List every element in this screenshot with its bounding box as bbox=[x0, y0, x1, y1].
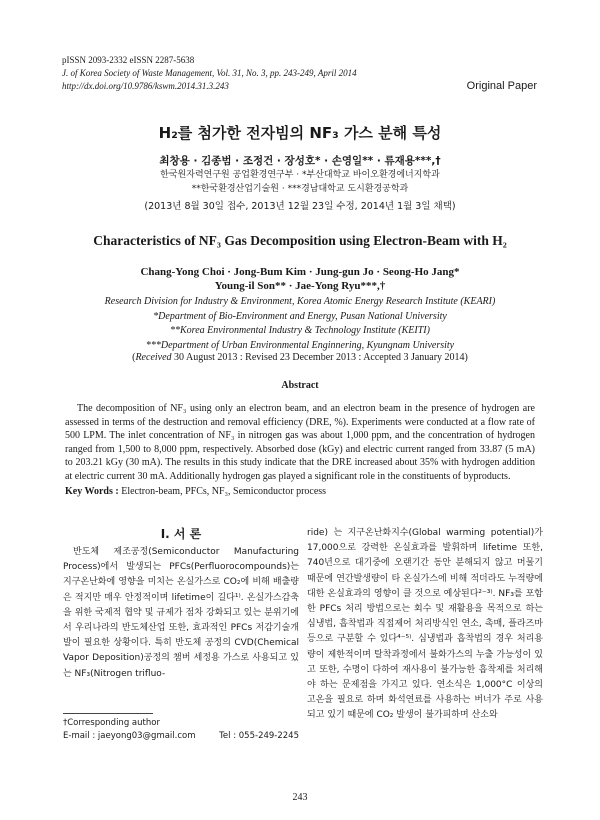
corresponding-author-footnote bbox=[63, 717, 299, 743]
english-affiliation-line: Research Division for Industry & Environment, Korea Atomic Energy Research Institute (KEARI) bbox=[104, 296, 496, 307]
korean-affiliation-line: 한국원자력연구원 공업환경연구부 · *부산대학교 바이오환경에너지학과 bbox=[160, 170, 440, 180]
journal-header bbox=[62, 54, 357, 93]
received-label: Received bbox=[135, 352, 172, 363]
footnote-contact-row bbox=[63, 730, 299, 743]
english-dates-text: 30 August 2013 : Revised 23 December 2013 : Accepted 3 January 2014) bbox=[171, 352, 468, 363]
keywords-list: Electron-beam, PFCs, NF₃, Semiconductor process bbox=[118, 486, 327, 497]
footnote-email[interactable]: E-mail : jaeyong03@gmail.com bbox=[63, 731, 196, 741]
footnote-divider bbox=[63, 713, 153, 714]
footnote-label: †Corresponding author bbox=[63, 718, 160, 728]
keywords bbox=[65, 486, 535, 497]
doi-link[interactable]: http://dx.doi.org/10.9786/kswm.2014.31.3.243 bbox=[62, 81, 229, 91]
english-affiliation-line: ***Department of Urban Environmental Enginnering, Kyungnam University bbox=[145, 339, 455, 351]
section-heading-introduction: I. 서 론 bbox=[160, 527, 202, 541]
english-dates: (Received 30 August 2013 : Revised 23 December 2013 : Accepted 3 January 2014) bbox=[132, 352, 468, 363]
korean-affiliation-line: **한국환경산업기술원 · ***경남대학교 도시환경공학과 bbox=[191, 184, 409, 194]
english-affiliation-line: *Department of Bio-Environment and Energy, Pusan National University bbox=[153, 310, 447, 322]
journal-citation: J. of Korea Society of Waste Management, Vol. 31, No. 3, pp. 243-249, April 2014 bbox=[62, 68, 357, 78]
body-column-right bbox=[307, 526, 543, 724]
korean-affiliations bbox=[40, 168, 560, 196]
korean-title: H₂를 첨가한 전자빔의 NF₃ 가스 분해 특성 bbox=[158, 124, 442, 142]
body-paragraph: ride) 는 지구온난화지수(Global warming potential)가 17,000으로 강력한 온실효과를 발휘하며 lifetime 또한, 740년으로 대기중에 오랜기간 동안 분해되지 않고 머물기 때문에 연간발생량이 타 온실가스에 비해 적더라도 누적량에 대한 온실효과의 영향이 클 것으로 예상된다²⁻³⁾. NF₃를 포함한 PFCs 처리 방법으로는 회수 및 재활용을 목적으로 하는 심냉법, 흡착법과 직접제어 처리방식인 연소, 촉매, 플라즈마 등으로 구분할 수 있다⁴⁻⁵⁾. 심냉법과 흡착법의 경우 처리용량이 제한적이며 탈착과정에서 불화가스의 누출 가능성이 있고 또한, 수명이 다하여 재사용이 불가능한 흡착제를 처리해야 하는 문제점을 가지고 있다. 연소식은 1,000°C 이상의 고온을 필요로 하며 화석연료를 사용하는 버너가 주로 사용되고 있기 때문에 CO₂ 발생이 불가피하며 산소와 bbox=[307, 528, 543, 721]
korean-authors: 최창용 · 김종범 · 조정건 · 장성호* · 손영일** · 류재용***,† bbox=[159, 155, 441, 167]
english-title: Characteristics of NF₃ Gas Decomposition using Electron-Beam with H₂ bbox=[93, 233, 507, 248]
english-authors-line: Young-il Son** · Jae-Yong Ryu***,† bbox=[214, 280, 386, 292]
footnote-tel: Tel : 055-249-2245 bbox=[219, 731, 299, 741]
abstract-text: The decomposition of NF₃ using only an electron beam, and an electron beam in the presence of hydrogen are assessed in terms of the destruction and removal efficiency (DRE, %). Experiments were conducted at a flow rate of 500 LPM. The inlet concentration of NF₃ in nitrogen gas was about 1,000 ppm, and the concentration of hydrogen ranged from 1,500 to 8,000 ppm, respectively. Absorbed dose (kGy) and electric current ranged from 33.87 (5 mA) to 203.21 kGy (30 mA). The results in this study indicate that the DRE increased about 35% with hydrogen addition at electric current 30 mA. Additionally hydrogen gas played a significant role in the constituents of byproducts. bbox=[65, 403, 535, 482]
korean-dates: (2013년 8월 30일 접수, 2013년 12월 23일 수정, 2014년 1월 3일 채택) bbox=[144, 201, 456, 212]
body-paragraph: 반도체 제조공정(Semiconductor Manufacturing Process)에서 발생되는 PFCs(Perfluorocompounds)는 지구온난화에 영향을 미치는 온실가스로 CO₂에 비해 배출량은 적지만 매우 안정적이며 lifetime이 길다¹⁾. 온실가스감축을 위한 국제적 협약 및 규제가 점차 강화되고 있는 분위기에서 우리나라의 반도체산업 또한, 효과적인 PFCs 저감기술개발이 필요한 상황이다. 특히 반도체 공정의 CVD(Chemical Vapor Deposition)공정의 챔버 세정용 가스로 사용되고 있는 NF₃(Nitrogen trifluo- bbox=[63, 547, 299, 679]
english-affiliation-line: **Korea Environmental Industry & Technology Institute (KEITI) bbox=[170, 325, 430, 336]
english-affiliations bbox=[40, 295, 560, 353]
page-number: 243 bbox=[292, 792, 308, 803]
paper-type-label: Original Paper bbox=[466, 80, 537, 92]
keywords-label: Key Words : bbox=[65, 486, 119, 497]
english-authors-line: Chang-Yong Choi · Jong-Bum Kim · Jung-gun Jo · Seong-Ho Jang* bbox=[140, 266, 460, 278]
body-column-left bbox=[63, 545, 299, 682]
abstract-heading: Abstract bbox=[281, 380, 319, 391]
abstract-body bbox=[65, 402, 535, 483]
english-authors bbox=[40, 265, 560, 293]
issn-line: pISSN 2093-2332 eISSN 2287-5638 bbox=[62, 55, 195, 65]
